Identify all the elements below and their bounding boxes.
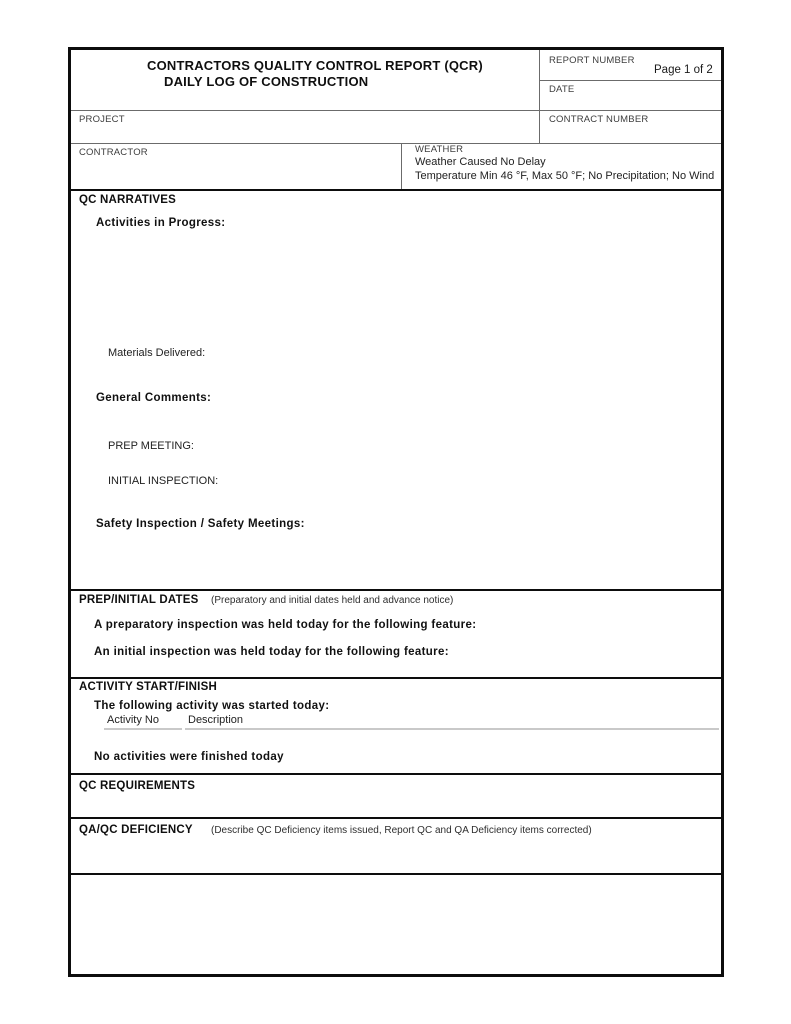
initial-inspection-label: INITIAL INSPECTION: [108,475,219,487]
form-title-line-2: DAILY LOG OF CONSTRUCTION [164,74,369,89]
general-comments-label: General Comments: [96,392,212,404]
activity-start-finish-title: ACTIVITY START/FINISH [79,681,217,693]
project-label: PROJECT [79,114,125,125]
description-column-header: Description [185,713,719,730]
title-row-divider [71,110,721,111]
date-label: DATE [549,84,575,95]
section-divider-activity-start-finish [71,677,721,679]
activity-started-statement: The following activity was started today: [94,700,330,712]
qc-narratives-title: QC NARRATIVES [79,194,176,206]
safety-inspection-label: Safety Inspection / Safety Meetings: [96,518,305,530]
qc-requirements-title: QC REQUIREMENTS [79,780,196,792]
section-divider-prep-initial-dates [71,589,721,591]
activities-in-progress-label: Activities in Progress: [96,217,226,229]
weather-label: WEATHER [415,144,464,155]
preparatory-inspection-statement: A preparatory inspection was held today for the following feature: [94,619,477,631]
contract-number-label: CONTRACT NUMBER [549,114,649,125]
initial-inspection-statement: An initial inspection was held today for the following feature: [94,646,449,658]
project-row-divider [71,143,721,144]
report-number-label: REPORT NUMBER [549,55,635,66]
section-divider-qc-requirements [71,773,721,775]
section-divider-qa-qc-deficiency [71,817,721,819]
footer-empty-box [71,875,721,974]
section-divider-qc-narratives [71,189,721,191]
prep-initial-dates-title: PREP/INITIAL DATES [79,594,199,606]
qa-qc-deficiency-note: (Describe QC Deficiency items issued, Report QC and QA Deficiency items corrected) [211,825,592,836]
activity-finished-statement: No activities were finished today [94,751,284,763]
prep-initial-dates-note: (Preparatory and initial dates held and advance notice) [211,595,454,606]
prep-meeting-label: PREP MEETING: [108,440,194,452]
header-column-divider [539,50,540,143]
activity-no-column-header: Activity No [104,713,182,730]
report-number-cell-divider [539,80,721,81]
contractor-weather-divider [401,143,402,190]
weather-detail-line: Temperature Min 46 °F, Max 50 °F; No Precipitation; No Wind [415,169,715,182]
weather-status-line: Weather Caused No Delay [415,156,546,168]
contractor-label: CONTRACTOR [79,147,148,158]
page-indicator: Page 1 of 2 [654,64,713,76]
materials-delivered-label: Materials Delivered: [108,347,206,359]
qa-qc-deficiency-title: QA/QC DEFICIENCY [79,824,193,836]
form-title-line-1: CONTRACTORS QUALITY CONTROL REPORT (QCR) [147,58,483,73]
qcr-form [68,47,724,977]
